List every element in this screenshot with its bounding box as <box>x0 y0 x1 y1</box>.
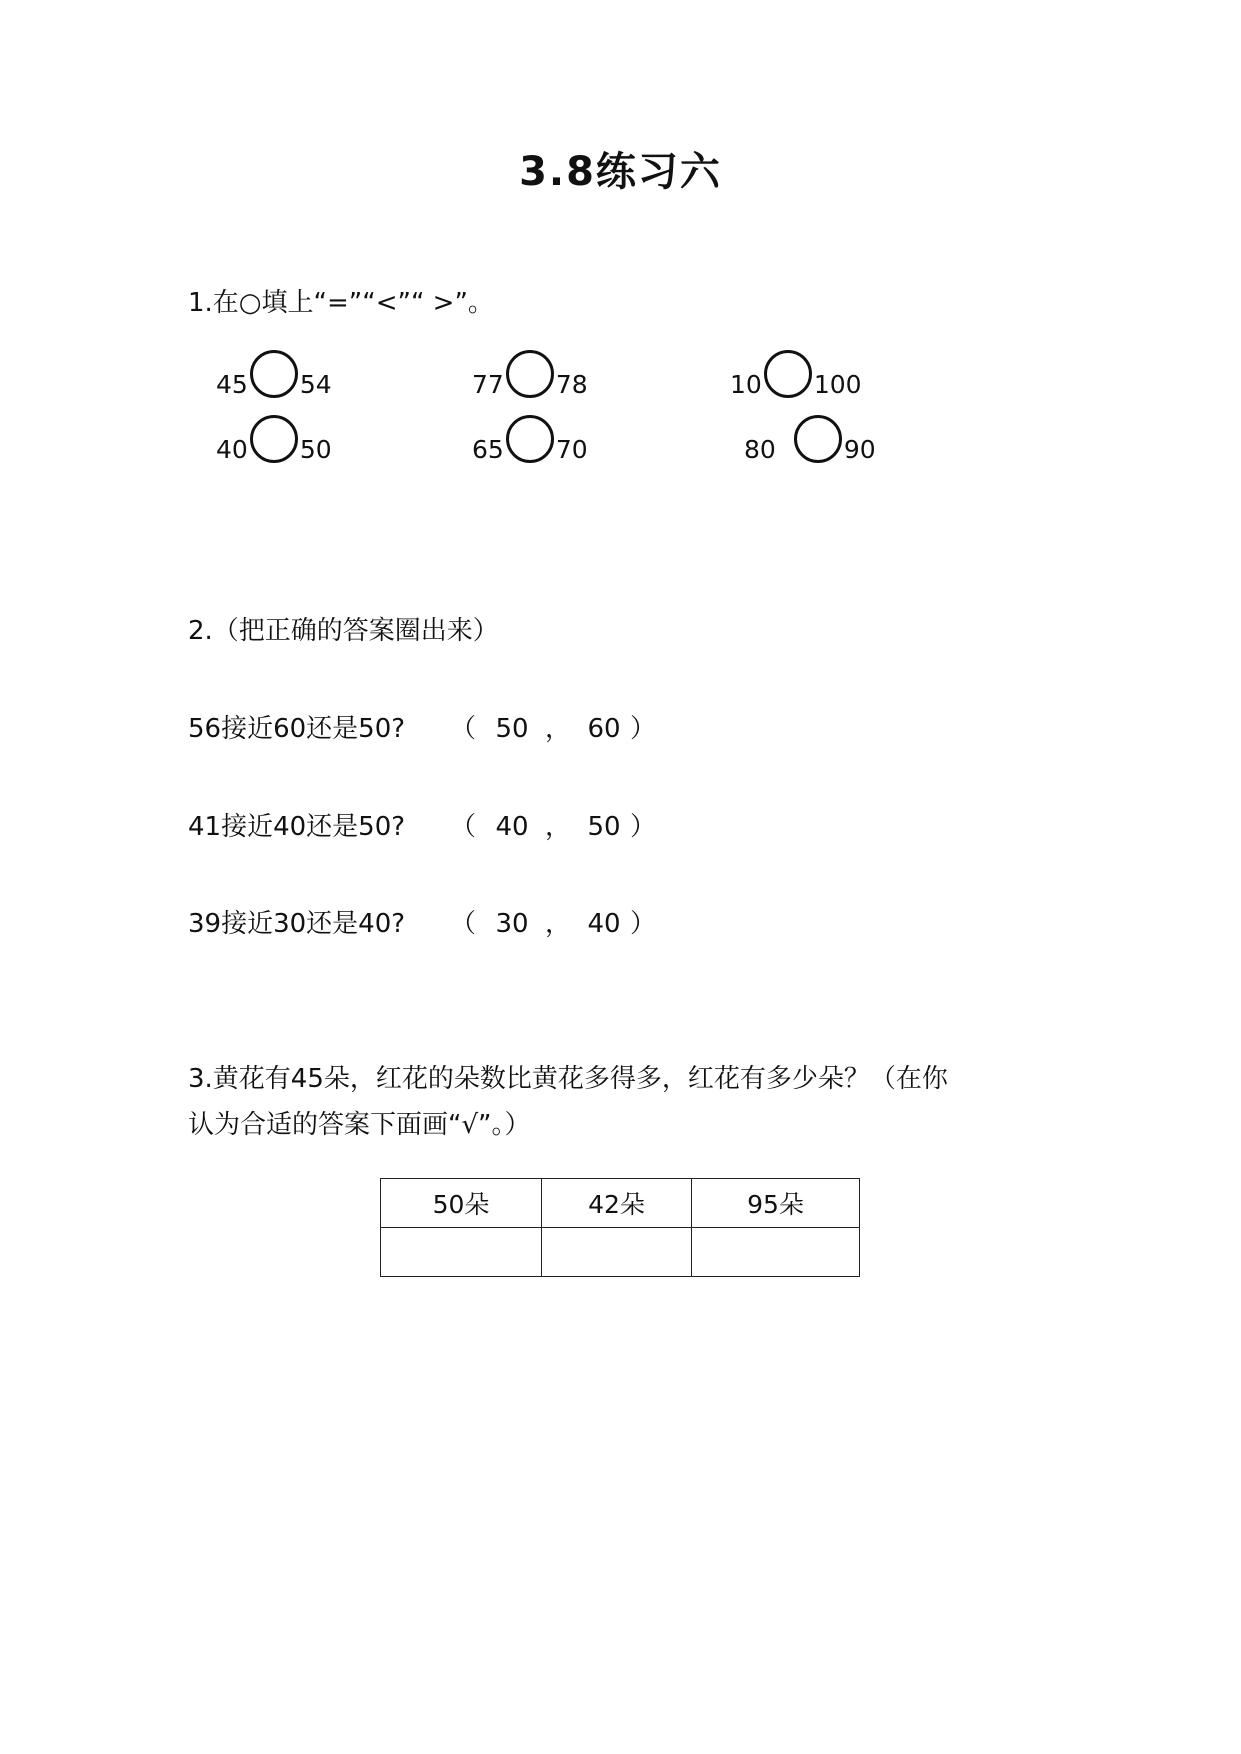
option-cell: 50朵 <box>381 1179 542 1228</box>
q2-item <box>188 708 656 745</box>
option-a[interactable]: 30 <box>495 909 529 939</box>
option-cell: 95朵 <box>692 1179 860 1228</box>
compare-right: 54 <box>299 369 332 399</box>
compare-right: 50 <box>299 434 332 464</box>
paren-open: （ <box>450 909 477 939</box>
compare-left: 10 <box>730 369 762 399</box>
paren-close: ） <box>630 909 657 939</box>
answer-circle[interactable] <box>506 415 554 463</box>
compare-right: 70 <box>555 434 588 464</box>
answer-circle[interactable] <box>764 350 812 398</box>
q3-prompt-line2: 认为合适的答案下面画“√”。） <box>188 1110 531 1140</box>
compare-right: 100 <box>813 369 862 399</box>
option-b[interactable]: 60 <box>587 714 621 744</box>
option-a[interactable]: 50 <box>495 714 529 744</box>
paren-open: （ <box>450 714 477 744</box>
compare-left: 40 <box>216 434 248 464</box>
option-b[interactable]: 40 <box>587 909 621 939</box>
compare-item <box>472 425 588 475</box>
answer-circle[interactable] <box>794 415 842 463</box>
table-header-row <box>381 1179 860 1228</box>
compare-item <box>216 425 332 475</box>
separator: ， <box>544 909 571 939</box>
paren-close: ） <box>630 714 657 744</box>
answer-cell[interactable] <box>542 1228 692 1277</box>
answer-cell[interactable] <box>381 1228 542 1277</box>
answer-circle[interactable] <box>506 350 554 398</box>
compare-item <box>216 360 332 410</box>
separator: ， <box>544 714 571 744</box>
q2-question: 41接近40还是50? <box>188 812 406 842</box>
table-answer-row <box>381 1228 860 1277</box>
option-b[interactable]: 50 <box>587 812 621 842</box>
paren-close: ） <box>630 812 657 842</box>
compare-item <box>744 425 876 475</box>
q1-prompt: 1.在○填上“=”“<”“ >”。 <box>188 288 494 318</box>
q2-question: 56接近60还是50? <box>188 714 406 744</box>
q2-question: 39接近30还是40? <box>188 909 406 939</box>
compare-left: 65 <box>472 434 504 464</box>
separator: ， <box>544 812 571 842</box>
compare-item <box>730 360 862 410</box>
compare-right: 90 <box>843 434 876 464</box>
compare-left: 77 <box>472 369 504 399</box>
option-a[interactable]: 40 <box>495 812 529 842</box>
option-cell: 42朵 <box>542 1179 692 1228</box>
compare-left: 80 <box>744 434 776 464</box>
compare-item <box>472 360 588 410</box>
answer-circle[interactable] <box>250 415 298 463</box>
compare-right: 78 <box>555 369 588 399</box>
q2-item <box>188 903 656 940</box>
answer-cell[interactable] <box>692 1228 860 1277</box>
page-title: 3.8练习六 <box>519 149 722 195</box>
answer-table <box>380 1178 860 1277</box>
q2-item <box>188 806 656 843</box>
q3-prompt-line1: 3.黄花有45朵，红花的朵数比黄花多得多，红花有多少朵？（在你 <box>188 1064 948 1094</box>
paren-open: （ <box>450 812 477 842</box>
compare-left: 45 <box>216 369 248 399</box>
answer-circle[interactable] <box>250 350 298 398</box>
q2-prompt: 2.（把正确的答案圈出来） <box>188 616 499 646</box>
